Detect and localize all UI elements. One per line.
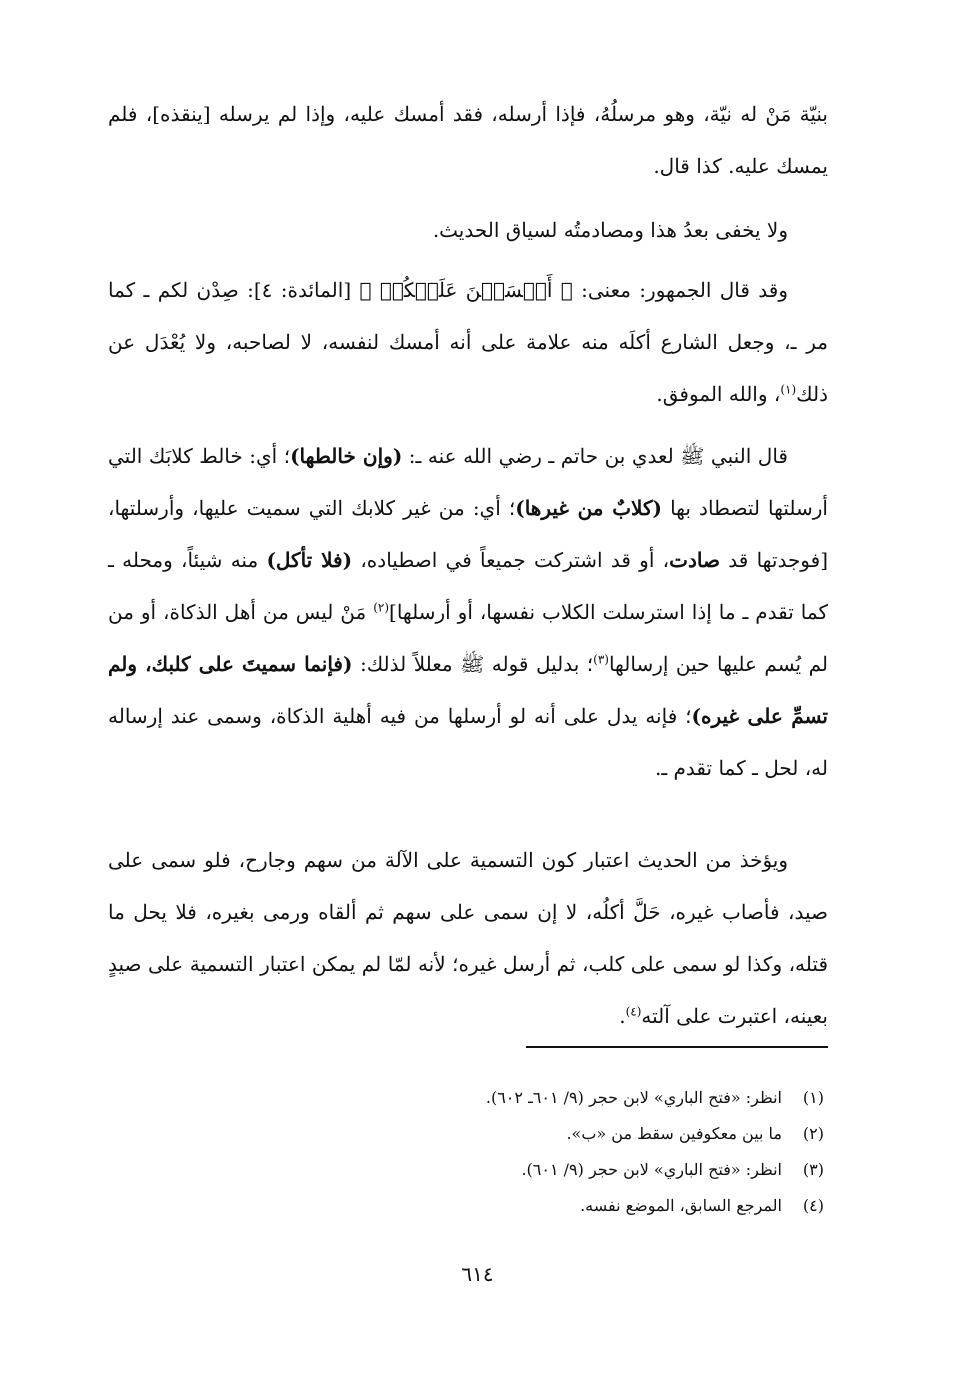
body-paragraph-2 (108, 204, 828, 256)
footnote-number: (٣) (802, 1160, 824, 1179)
hadith-quote: (فإنما سميتَ على كلبك، ولم تسمِّ على غيره) (108, 652, 828, 728)
footnote-reference: (٣) (593, 652, 609, 667)
footnote-text: المرجع السابق، الموضع نفسه. (580, 1196, 782, 1215)
body-paragraph-3 (108, 264, 828, 420)
footnote-reference: (٢) (373, 600, 390, 615)
hadith-quote: (فلا تأكل) (266, 548, 353, 572)
body-paragraph-1 (108, 88, 828, 192)
page-number: ٦١٤ (461, 1262, 494, 1286)
hadith-quote: (كلابٌ من غيرها) (515, 496, 662, 520)
paragraph-text: مَنْ ليس من أهل الذكاة، أو من لم يُسم عليها حين إرسالها (108, 600, 828, 676)
hadith-quote: صادت (669, 548, 720, 572)
paragraph-text: ؛ فإنه يدل على أنه لو أرسلها من فيه أهلية الذكاة، وسمى عند إرساله له، لحل ـ كما تقدم ـ. (108, 704, 828, 780)
footnote-item (108, 1152, 824, 1188)
footnote-text: ما بين معكوفين سقط من «ب». (566, 1124, 782, 1143)
footnote-separator (526, 1046, 828, 1048)
footnote-reference: (٤) (625, 1004, 642, 1019)
paragraph-text: ؛ أي: من غير كلابك التي سميت عليها، وأرسلتها، [فوجدتها قد (108, 496, 828, 572)
paragraph-text: ولا يخفى بعدُ هذا ومصادمتُه لسياق الحديث. (432, 218, 788, 242)
paragraph-text: . (619, 1004, 626, 1028)
paragraph-text: ، أو قد اشتركت جميعاً في اصطياده، (352, 548, 670, 572)
footnote-number: (٤) (802, 1196, 824, 1215)
paragraph-text: منه شيئاً، ومحله ـ كما تقدم ـ ما إذا استرسلت الكلاب نفسها، أو أرسلها] (108, 548, 828, 624)
body-paragraph-5 (108, 834, 828, 1042)
paragraph-text: ؛ أي: خالط كلابَك التي أرسلتها لتصطاد بها (108, 444, 828, 520)
footnote-number: (٢) (802, 1124, 824, 1143)
paragraph-text: بنيّة مَنْ له نيّة، وهو مرسلُهُ، فإذا أرسله، فقد أمسك عليه، وإذا لم يرسله [ينقذه]، فلم يمسك عليه. كذا قال. (108, 102, 828, 178)
hadith-quote: (وإن خالطها) (290, 444, 403, 468)
footnote-reference: (١) (780, 382, 797, 397)
footnote-number: (١) (802, 1088, 824, 1107)
paragraph-text: ويؤخذ من الحديث اعتبار كون التسمية على الآلة من سهم وجارح، فلو سمى على صيد، فأصاب غيره، حَلَّ أكلُه، لا إن سمى على سهم ثم ألقاه ورمى بغيره، فلا يحل ما قتله، وكذا لو سمى على كلب، ثم أرسل غيره؛ لأنه لمّا لم يمكن اعتبار التسمية على صيدٍ بعينه، اعتبرت على آلته (108, 848, 828, 1028)
footnote-text: انظر: «فتح الباري» لابن حجر (٩/ ٦٠١). (521, 1160, 782, 1179)
paragraph-text: قال النبي ﷺ لعدي بن حاتم ـ رضي الله عنه ـ: (402, 444, 788, 468)
footnote-text: انظر: «فتح الباري» لابن حجر (٩/ ٦٠١ـ ٦٠٢). (485, 1088, 782, 1107)
paragraph-text: ، والله الموفق. (656, 382, 781, 406)
footnote-item (108, 1188, 824, 1224)
footnote-item (108, 1116, 824, 1152)
body-paragraph-4 (108, 430, 828, 794)
paragraph-text: وقد قال الجمهور: معنى: ﴿ أَمۡسَكۡنَ عَلَيۡكُمۡ ﴾ [المائدة: ٤]: صِدْن لكم ـ كما مر ـ، وجعل الشارع أكلَه منه علامة على أنه أمسك لنفسه، لا لصاحبه، ولا يُعْدَل عن ذلك (108, 278, 828, 406)
footnotes (108, 1080, 824, 1224)
footnote-item (108, 1080, 824, 1116)
paragraph-text: ؛ بدليل قوله ﷺ معللاً لذلك: (352, 652, 594, 676)
